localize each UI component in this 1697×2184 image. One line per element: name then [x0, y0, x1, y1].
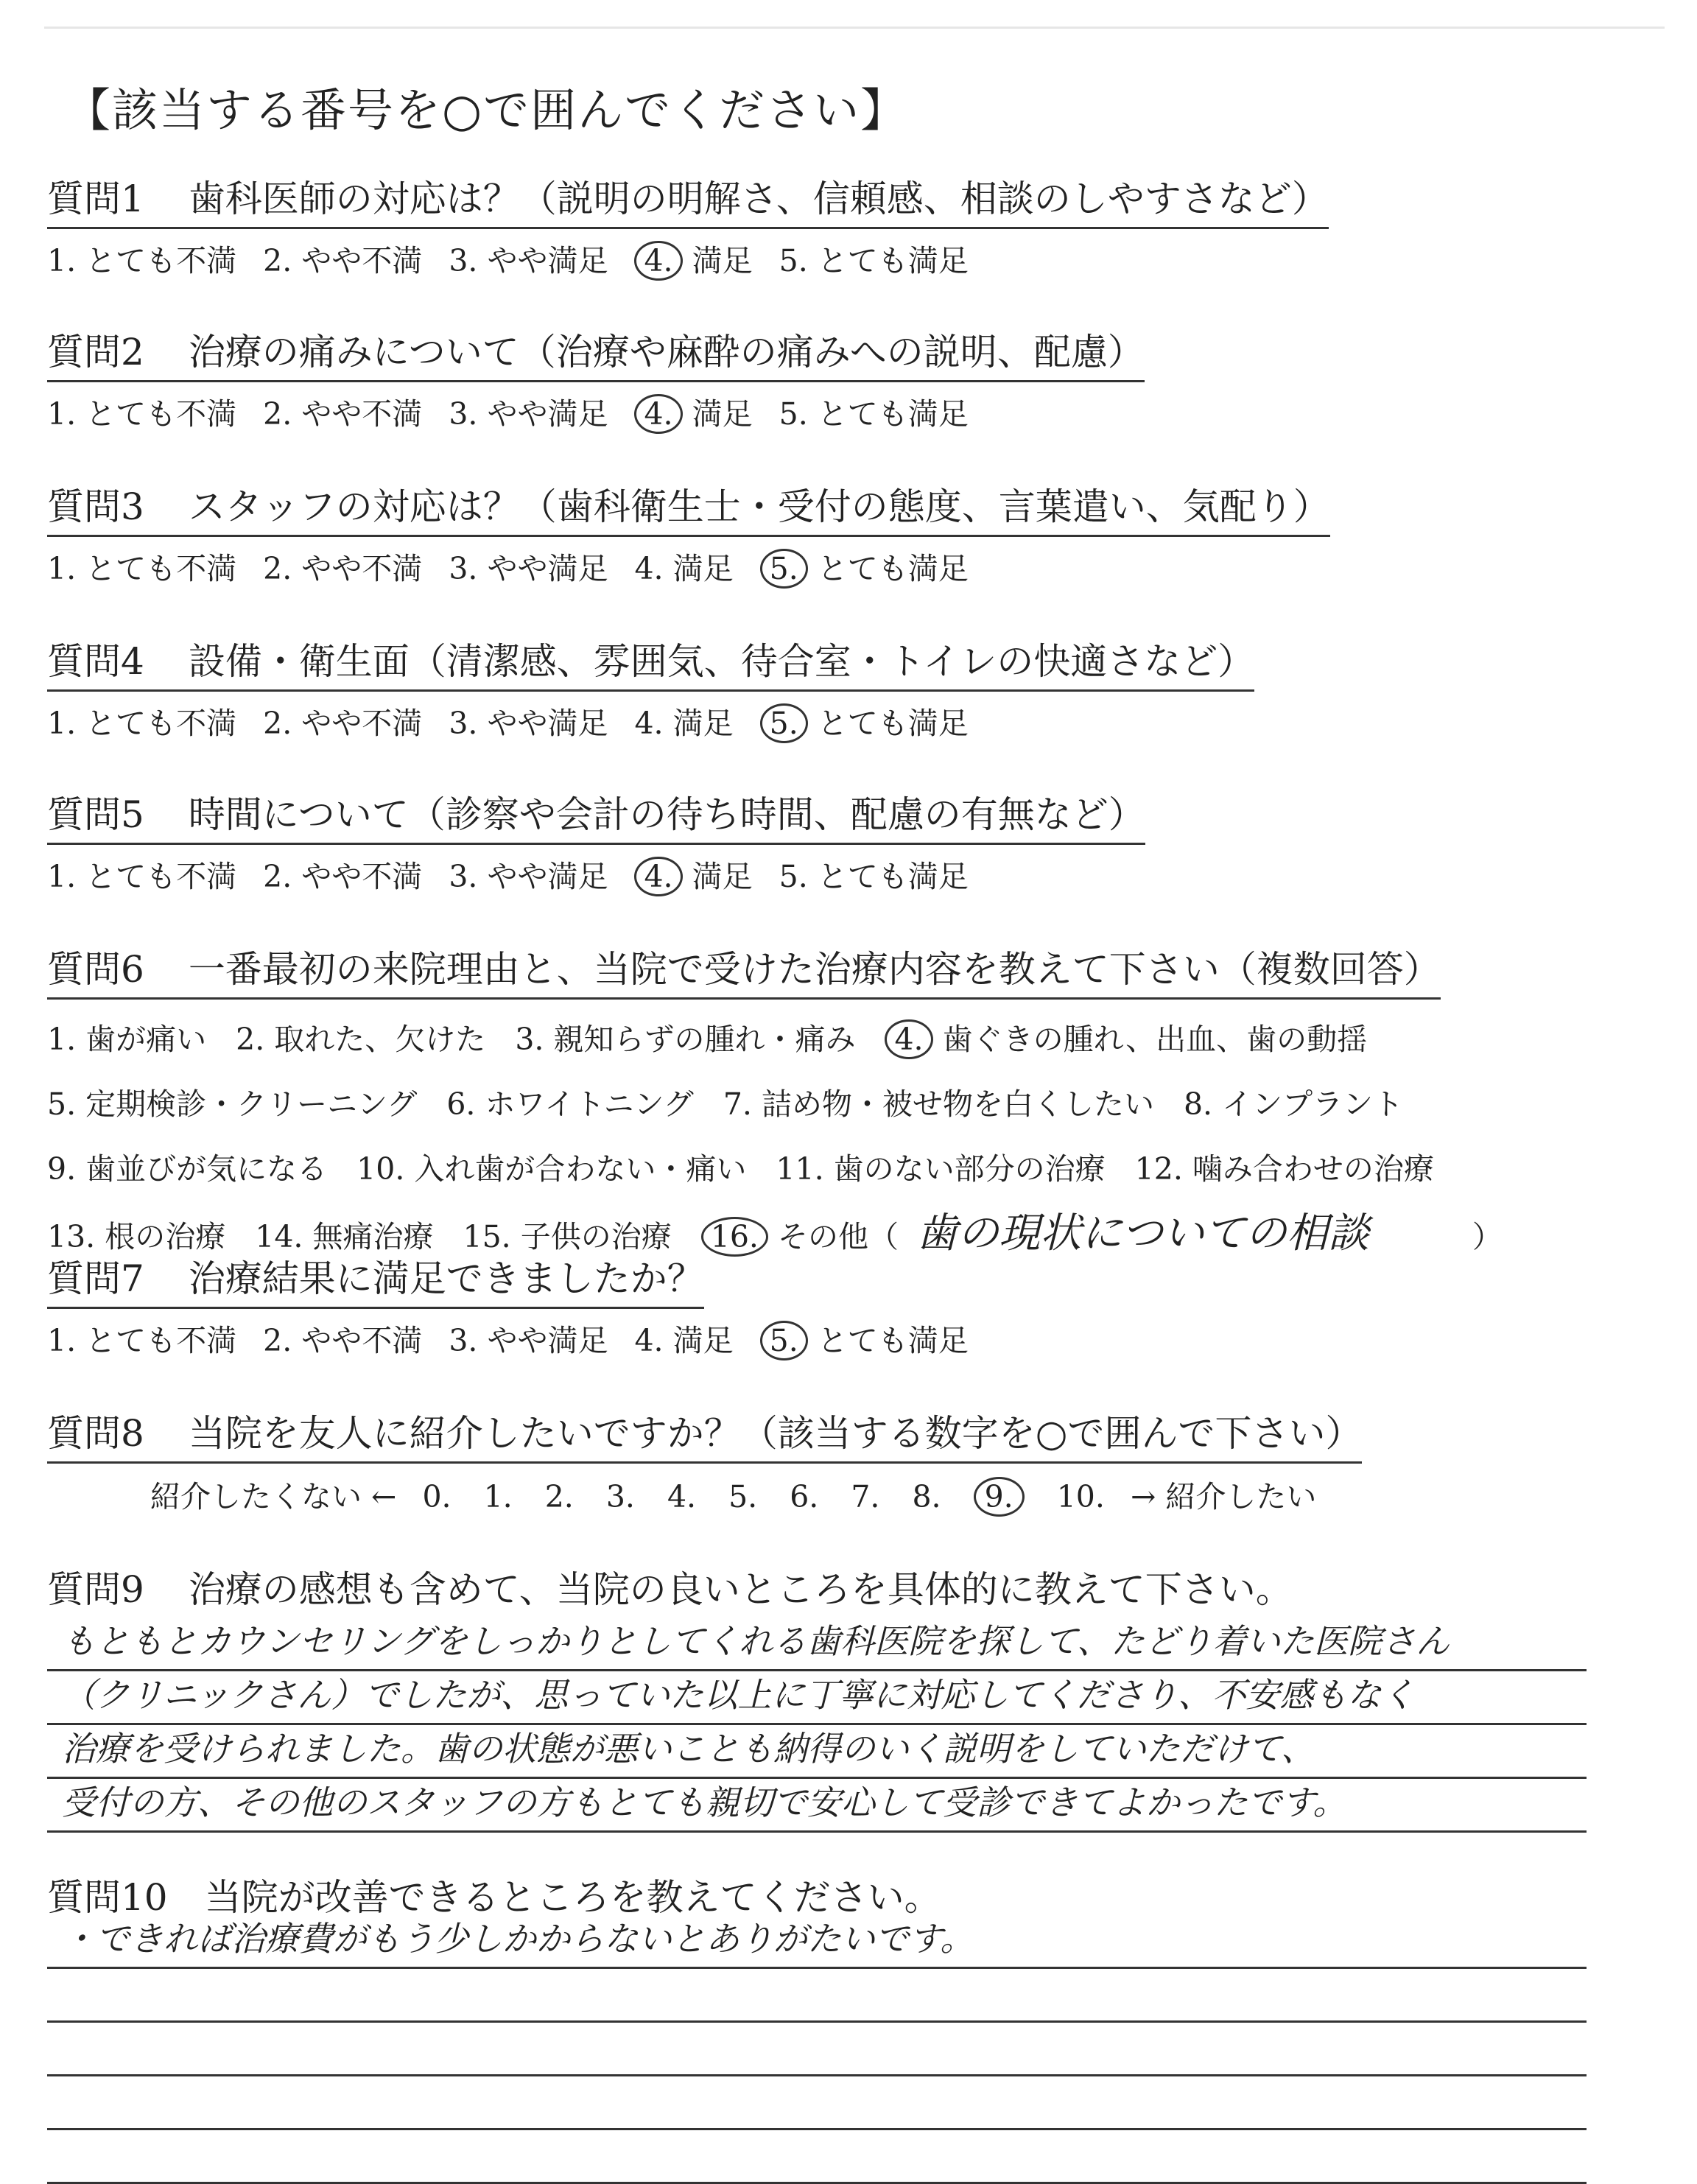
option[interactable]: 1. とても不満	[47, 1323, 237, 1358]
handwritten-line	[47, 2023, 1587, 2076]
scale-option[interactable]: 7.	[851, 1479, 880, 1514]
answer-options	[47, 544, 1330, 588]
option[interactable]: 3. やや満足	[449, 396, 608, 432]
option[interactable]: 2. やや不満	[263, 706, 423, 741]
handwritten-line: もともとカウンセリングをしっかりとしてくれる歯科医院を探して、たどり着いた医院さん	[47, 1618, 1587, 1671]
scale-option[interactable]: 3.	[605, 1479, 635, 1514]
question-5	[47, 785, 1145, 896]
handwritten-line: ・できれば治療費がもう少しかからないとありがたいです。	[47, 1915, 1587, 1969]
question-title: 質問7 治療結果に満足できましたか？	[47, 1249, 704, 1309]
scale-option[interactable]: 5.	[728, 1479, 758, 1514]
question-4	[47, 632, 1254, 742]
option[interactable]: 2. 取れた、欠けた	[236, 1022, 486, 1057]
option-selected[interactable]: 5. とても満足	[760, 1316, 969, 1360]
option[interactable]: 14. 無痛治療	[255, 1219, 434, 1254]
handwritten-line: 受付の方、その他のスタッフの方もとても親切で安心して受診できてよかったです。	[47, 1779, 1587, 1833]
question-number: 質問2	[47, 331, 144, 373]
question-9-title: 質問9 治療の感想も含めて、当院の良いところを具体的に教えて下さい。	[47, 1560, 1293, 1613]
option[interactable]: 5. とても満足	[779, 243, 969, 278]
answer-options	[47, 699, 1254, 742]
option[interactable]: 7. 詰め物・被せ物を白くしたい	[723, 1086, 1154, 1122]
handwritten-line	[47, 1969, 1587, 2023]
top-border	[44, 27, 1665, 29]
option[interactable]: 9. 歯並びが気になる	[47, 1151, 328, 1187]
handwritten-line: （クリニックさん）でしたが、思っていた以上に丁寧に対応してくださり、不安感もなく	[47, 1671, 1587, 1725]
options-row	[47, 1137, 1532, 1201]
question-10-answer[interactable]	[47, 1915, 1587, 2184]
option-selected[interactable]: 4. 満足	[634, 852, 752, 896]
question-number: 質問5	[47, 793, 144, 836]
option[interactable]: 1. とても不満	[47, 243, 237, 278]
question-title: 質問2 治療の痛みについて（治療や麻酔の痛みへの説明、配慮）	[47, 323, 1145, 382]
question-1	[47, 169, 1329, 280]
option[interactable]: 2. やや不満	[263, 1323, 423, 1358]
option[interactable]: 3. やや満足	[449, 551, 608, 586]
option-selected[interactable]: 4. 歯ぐきの腫れ、出血、歯の動揺	[885, 1007, 1367, 1072]
question-6	[47, 940, 1532, 1269]
recommend-scale: 紹介したくない ← 0. 1. 2. 3. 4. 5. 6. 7. 8. 9. 10. → 紹介したい	[150, 1472, 1362, 1517]
question-8	[47, 1404, 1362, 1517]
option[interactable]: 5. とても満足	[779, 859, 969, 894]
option[interactable]: 13. 根の治療	[47, 1219, 226, 1254]
scale-option[interactable]: 4.	[667, 1479, 697, 1514]
option[interactable]: 11. 歯のない部分の治療	[776, 1151, 1106, 1187]
handwritten-line	[47, 2130, 1587, 2184]
handwritten-other: 歯の現状についての相談	[916, 1209, 1369, 1257]
answer-options	[47, 236, 1329, 280]
scale-option[interactable]: 0.	[422, 1479, 452, 1514]
question-number: 質問1	[47, 178, 144, 220]
question-10-title: 質問10 当院が改善できるところを教えてください。	[47, 1868, 941, 1921]
option-selected[interactable]: 5. とても満足	[760, 544, 969, 588]
option-selected[interactable]: 5. とても満足	[760, 699, 969, 742]
question-7	[47, 1249, 995, 1360]
answer-options	[47, 1007, 1532, 1269]
option[interactable]: 2. やや不満	[263, 243, 423, 278]
option[interactable]: 3. やや満足	[449, 1323, 608, 1358]
scale-option[interactable]: 6.	[790, 1479, 819, 1514]
option-selected[interactable]: 4. 満足	[634, 236, 752, 280]
question-number: 質問6	[47, 948, 144, 991]
answer-options	[47, 852, 1145, 896]
question-title: 質問3 スタッフの対応は？（歯科衛生士・受付の態度、言葉遣い、気配り）	[47, 477, 1330, 537]
answer-options	[47, 1316, 995, 1360]
option[interactable]: 1. とても不満	[47, 706, 237, 741]
handwritten-line	[47, 2076, 1587, 2130]
option[interactable]: 15. 子供の治療	[463, 1219, 672, 1254]
scale-option[interactable]: 2.	[544, 1479, 574, 1514]
options-row	[47, 1072, 1532, 1137]
question-number: 質問4	[47, 640, 144, 683]
question-title: 質問5 時間について（診察や会計の待ち時間、配慮の有無など）	[47, 785, 1145, 845]
option[interactable]: 4. 満足	[634, 706, 734, 741]
question-number: 質問9	[47, 1568, 144, 1611]
question-number: 質問10	[47, 1876, 168, 1919]
option[interactable]: 5. 定期検診・クリーニング	[47, 1086, 418, 1122]
question-number: 質問3	[47, 485, 144, 528]
option[interactable]: 3. 親知らずの腫れ・痛み	[515, 1022, 856, 1057]
option[interactable]: 3. やや満足	[449, 859, 608, 894]
option[interactable]: 2. やや不満	[263, 551, 423, 586]
option-selected[interactable]: 4. 満足	[634, 390, 752, 433]
option[interactable]: 2. やや不満	[263, 396, 423, 432]
question-2	[47, 323, 1145, 433]
option[interactable]: 10. 入れ歯が合わない・痛い	[356, 1151, 747, 1187]
question-9-answer[interactable]	[47, 1618, 1587, 1833]
scale-option[interactable]: 1.	[483, 1479, 513, 1514]
option[interactable]: 3. やや満足	[449, 706, 608, 741]
scale-option-selected[interactable]: 9.	[974, 1477, 1025, 1517]
option[interactable]: 6. ホワイトニング	[446, 1086, 694, 1122]
question-title: 質問8 当院を友人に紹介したいですか？（該当する数字を○で囲んで下さい）	[47, 1404, 1362, 1464]
option[interactable]: 2. やや不満	[263, 859, 423, 894]
option[interactable]: 4. 満足	[634, 1323, 734, 1358]
options-row	[47, 1007, 1532, 1072]
option[interactable]: 1. とても不満	[47, 859, 237, 894]
option[interactable]: 1. 歯が痛い	[47, 1022, 207, 1057]
question-title: 質問4 設備・衛生面（清潔感、雰囲気、待合室・トイレの快適さなど）	[47, 632, 1254, 692]
option-selected[interactable]: 16. その他（ 歯の現状についての相談 ）	[701, 1201, 1503, 1269]
question-number: 質問8	[47, 1412, 144, 1455]
question-3	[47, 477, 1330, 588]
question-title: 質問6 一番最初の来院理由と、当院で受けた治療内容を教えて下さい（複数回答）	[47, 940, 1441, 1000]
option[interactable]: 4. 満足	[634, 551, 734, 586]
option[interactable]: 1. とても不満	[47, 396, 237, 432]
question-number: 質問7	[47, 1257, 144, 1300]
option[interactable]: 8. インプラント	[1183, 1086, 1404, 1122]
scale-option[interactable]: 10.	[1056, 1479, 1105, 1514]
option[interactable]: 1. とても不満	[47, 551, 237, 586]
question-title: 質問1 歯科医師の対応は？（説明の明解さ、信頼感、相談のしやすさなど）	[47, 169, 1329, 229]
instruction-heading: 【該当する番号を○で囲んでください】	[65, 83, 908, 137]
handwritten-line: 治療を受けられました。歯の状態が悪いことも納得のいく説明をしていただけて、	[47, 1725, 1587, 1779]
option[interactable]: 5. とても満足	[779, 396, 969, 432]
option[interactable]: 12. 噛み合わせの治療	[1134, 1151, 1434, 1187]
scale-option[interactable]: 8.	[912, 1479, 941, 1514]
option[interactable]: 3. やや満足	[449, 243, 608, 278]
answer-options	[47, 390, 1145, 433]
